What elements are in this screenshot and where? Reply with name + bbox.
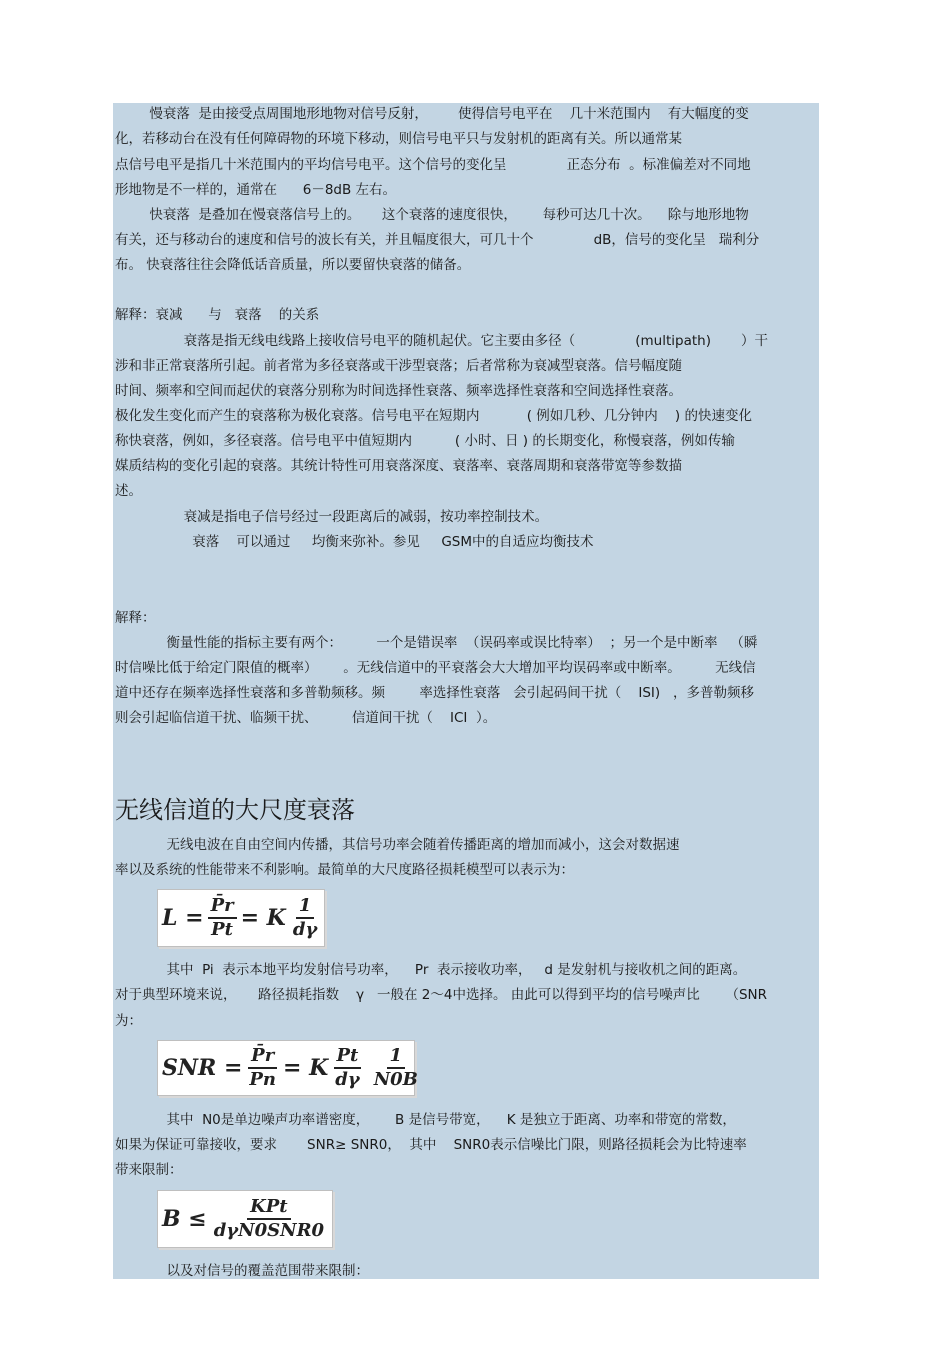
bandwidth-formula	[157, 1190, 333, 1248]
text-line: 时信噪比低于给定门限值的概率） 。无线信道中的平衰落会大大增加平均误码率或中断率。 无线信	[115, 660, 756, 676]
fraction	[371, 1045, 421, 1091]
numerator: P̄r	[208, 895, 237, 919]
numerator: Pt	[334, 1045, 362, 1069]
text-line: 无线电波在自由空间内传播，其信号功率会随着传播距离的增加而减小，这会对数据速	[115, 837, 680, 853]
section-title: 无线信道的大尺度衰落	[115, 796, 355, 824]
formula-text: B ≤	[162, 1206, 207, 1232]
text-line: 如果为保证可靠接收，要求 SNR≥ SNR0， 其中 SNR0表示信噪比门限，则路径损耗会为比特速率	[115, 1137, 747, 1153]
text-line: 道中还存在频率选择性衰落和多普勒频移。频 率选择性衰落 会引起码间干扰（ ISI) ，多普勒频移	[115, 685, 755, 701]
denominator: dγ	[292, 919, 318, 940]
text-line: 对于典型环境来说， 路径损耗指数 γ 一般在 2～4中选择。 由此可以得到平均的信号噪声比 （SNR	[115, 987, 768, 1003]
text-line: 衰减是指电子信号经过一段距离后的减弱，按功率控制技术。	[115, 509, 549, 525]
text-line: 形地物是不一样的，通常在 6－8dB 左右。	[115, 182, 397, 198]
text-line: 快衰落 是叠加在慢衰落信号上的。 这个衰落的速度很快， 每秒可达几十次。 除与地形地物	[115, 207, 749, 223]
text-line: 述。	[115, 483, 142, 499]
denominator: Pn	[249, 1069, 276, 1090]
text-line: 以及对信号的覆盖范围带来限制：	[115, 1263, 369, 1279]
formula-text: = K	[283, 1055, 329, 1081]
numerator: KPt	[247, 1196, 291, 1220]
text-line: 称快衰落，例如，多径衰落。信号电平中值短期内 ( 小时、日 ) 的长期变化，称慢衰落，例如传输	[115, 433, 735, 449]
denominator: dγ	[335, 1069, 360, 1090]
text-line: 化，若移动台在没有任何障碍物的环境下移动，则信号电平只与发射机的距离有关。所以通常某	[115, 131, 682, 147]
text-line: 衰落 可以通过 均衡来弥补。参见 GSM中的自适应均衡技术	[115, 534, 594, 550]
text-line: 其中 Pi 表示本地平均发射信号功率， Pr 表示接收功率， d 是发射机与接收机之间的距离。	[115, 962, 747, 978]
numerator: P̄r	[248, 1045, 277, 1069]
text-line: 衰落是指无线电线路上接收信号电平的随机起伏。它主要由多径（ (multipath) ）干	[115, 333, 769, 349]
formula-text: SNR =	[162, 1055, 243, 1081]
section-label: 解释：	[115, 610, 156, 626]
numerator: 1	[387, 1045, 406, 1069]
text-line: 带来限制：	[115, 1162, 183, 1178]
fraction	[332, 1045, 362, 1091]
text-line: 点信号电平是指几十米范围内的平均信号电平。这个信号的变化呈 正态分布 。标准偏差对不同地	[115, 157, 751, 173]
section-label: 解释：衰减 与 衰落 的关系	[115, 307, 320, 323]
path-loss-formula	[157, 889, 325, 947]
text-line: 极化发生变化而产生的衰落称为极化衰落。信号电平在短期内 ( 例如几秒、几分钟内 ) 的快速变化	[115, 408, 752, 424]
denominator: dγN0SNR0	[213, 1220, 325, 1241]
numerator: 1	[296, 895, 315, 919]
text-line: 布。 快衰落往往会降低话音质量，所以要留快衰落的储备。	[115, 257, 471, 273]
text-line: 时间、频率和空间而起伏的衰落分别称为时间选择性衰落、频率选择性衰落和空间选择性衰落。	[115, 383, 682, 399]
text-line: 衡量性能的指标主要有两个： 一个是错误率 （误码率或误比特率） ；另一个是中断率 （瞬	[115, 635, 758, 651]
text-line: 则会引起临信道干扰、临频干扰、 信道间干扰（ ICI ）。	[115, 710, 497, 726]
formula-text: = K	[240, 905, 286, 931]
fraction	[208, 895, 237, 941]
denominator: Pt	[211, 919, 233, 940]
denominator: N0B	[373, 1069, 418, 1090]
snr-formula	[157, 1040, 418, 1096]
fraction	[211, 1196, 327, 1242]
fraction	[290, 895, 320, 941]
text-line: 涉和非正常衰落所引起。前者常为多径衰落或干涉型衰落；后者常称为衰减型衰落。信号幅度随	[115, 358, 682, 374]
fraction	[246, 1045, 279, 1091]
text-line: 其中 N0是单边噪声功率谱密度， B 是信号带宽， K 是独立于距离、功率和带宽的常数，	[115, 1112, 736, 1128]
text-line: 媒质结构的变化引起的衰落。其统计特性可用衰落深度、衰落率、衰落周期和衰落带宽等参数描	[115, 458, 682, 474]
text-line: 率以及系统的性能带来不利影响。最简单的大尺度路径损耗模型可以表示为：	[115, 862, 574, 878]
text-line: 为：	[115, 1013, 142, 1029]
formula-text: L =	[162, 905, 204, 931]
text-line: 慢衰落 是由接受点周围地形地物对信号反射， 使得信号电平在 几十米范围内 有大幅度的变	[115, 106, 749, 122]
text-line: 有关，还与移动台的速度和信号的波长有关，并且幅度很大，可几十个 dB，信号的变化呈 瑞利分	[115, 232, 760, 248]
